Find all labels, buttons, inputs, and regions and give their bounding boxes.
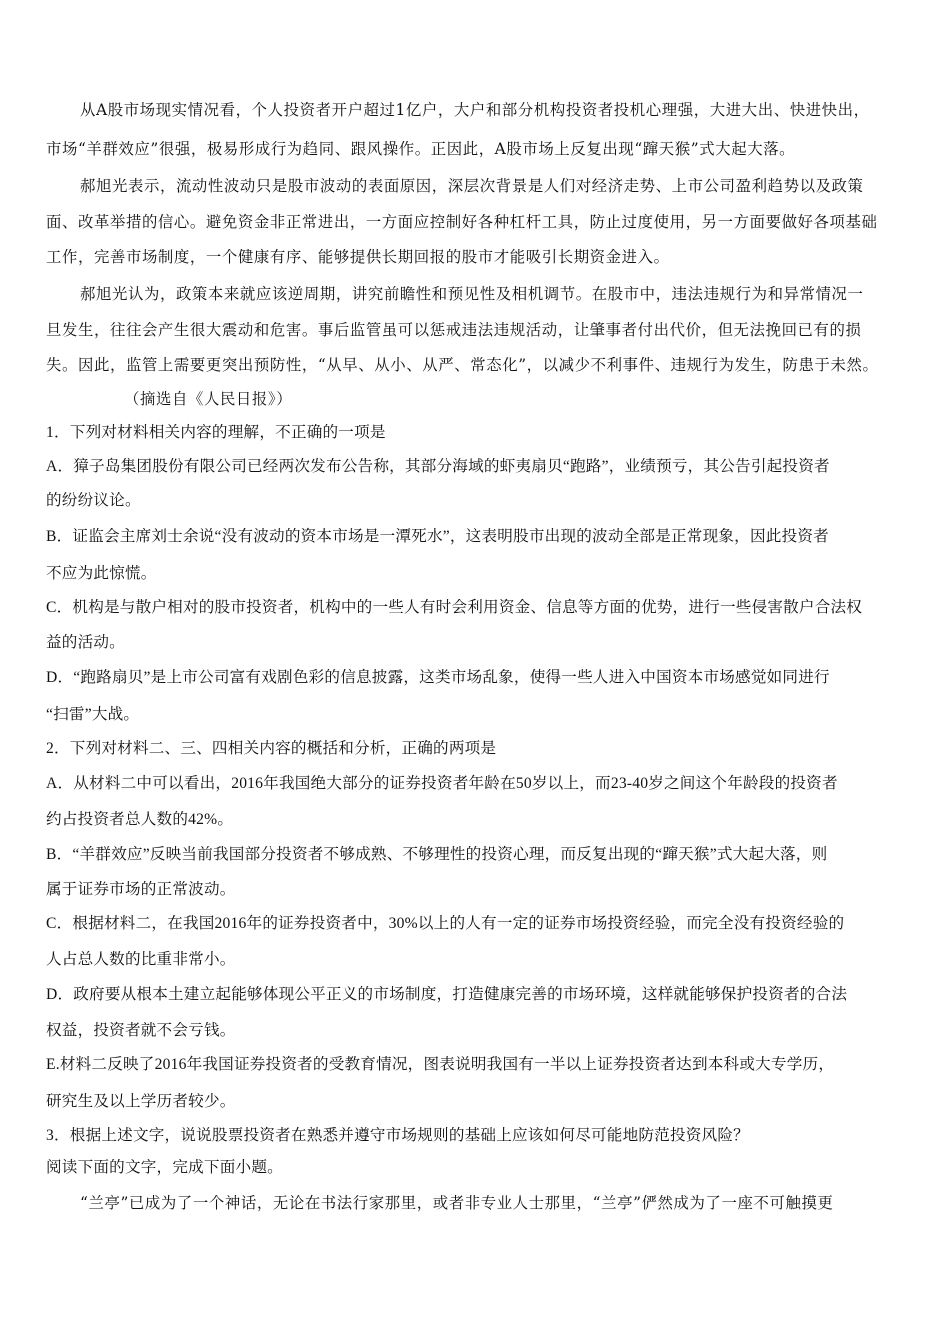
passage-p3-line3: 失。因此，监管上需要更突出预防性，“从早、从小、从严、常态化”，以减少不利事件、违规行为发生，防患于未然。 bbox=[46, 356, 879, 374]
question-2-option-a-line1: A．从材料二中可以看出，2016年我国绝大部分的证券投资者年龄在50岁以上，而23-40岁之间这个年龄段的投资者 bbox=[46, 775, 838, 792]
question-1-stem: 1．下列对材料相关内容的理解，不正确的一项是 bbox=[46, 424, 386, 441]
question-1-option-a-line1: A．獐子岛集团股份有限公司已经两次发布公告称，其部分海域的虾夷扇贝“跑路”，业绩预亏，其公告引起投资者 bbox=[46, 458, 830, 475]
question-1-option-c-line2: 益的活动。 bbox=[46, 634, 125, 651]
question-2-option-e-line2: 研究生及以上学历者较少。 bbox=[46, 1093, 236, 1110]
question-2-option-b-line1: B．“羊群效应”反映当前我国部分投资者不够成熟、不够理性的投资心理，而反复出现的“蹿天猴”式大起大落，则 bbox=[46, 846, 828, 863]
passage-p2-line2: 面、改革举措的信心。避免资金非正常进出，一方面应控制好各种杠杆工具，防止过度使用，另一方面要做好各项基础 bbox=[46, 213, 878, 231]
question-1-option-a-line2: 的纷纷议论。 bbox=[46, 492, 141, 509]
question-1-option-b-line1: B．证监会主席刘士余说“没有波动的资本市场是一潭死水”，这表明股市出现的波动全部是正常现象，因此投资者 bbox=[46, 528, 829, 545]
passage-two-line1: “兰亭”已成为了一个神话，无论在书法行家那里，或者非专业人士那里，“兰亭”俨然成为了一座不可触摸更 bbox=[80, 1194, 834, 1212]
question-1-option-c-line1: C．机构是与散户相对的股市投资者，机构中的一些人有时会利用资金、信息等方面的优势，进行一些侵害散户合法权 bbox=[46, 599, 863, 616]
question-2-option-b-line2: 属于证券市场的正常波动。 bbox=[46, 881, 236, 898]
question-2-option-a-line2: 约占投资者总人数的42%。 bbox=[46, 811, 234, 828]
passage-p1-line1: 从A股市场现实情况看，个人投资者开户超过1亿户，大户和部分机构投资者投机心理强，大进大出、快进快出， bbox=[80, 101, 870, 119]
question-1-option-b-line2: 不应为此惊慌。 bbox=[46, 565, 157, 582]
question-2-option-c-line2: 人占总人数的比重非常小。 bbox=[46, 951, 236, 968]
question-2-option-e-line1: E.材料二反映了2016年我国证券投资者的受教育情况，图表说明我国有一半以上证券投资者达到本科或大专学历， bbox=[46, 1056, 835, 1073]
passage-p1-line2: 市场“羊群效应”很强，极易形成行为趋同、跟风操作。正因此，A股市场上反复出现“蹿天猴”式大起大落。 bbox=[46, 140, 796, 158]
question-2-stem: 2．下列对材料二、三、四相关内容的概括和分析，正确的两项是 bbox=[46, 740, 497, 757]
passage-p2-line3: 工作，完善市场制度，一个健康有序、能够提供长期回报的股市才能吸引长期资金进入。 bbox=[46, 248, 670, 266]
passage-p3-line1: 郝旭光认为，政策本来就应该逆周期，讲究前瞻性和预见性及相机调节。在股市中，违法违规行为和异常情况一 bbox=[80, 285, 864, 303]
question-1-option-d-line1: D．“跑路扇贝”是上市公司富有戏剧色彩的信息披露，这类市场乱象，使得一些人进入中国资本市场感觉如同进行 bbox=[46, 669, 830, 686]
question-2-option-d-line2: 权益，投资者就不会亏钱。 bbox=[46, 1022, 236, 1039]
question-2-option-c-line1: C．根据材料二，在我国2016年的证券投资者中，30%以上的人有一定的证券市场投资经验，而完全没有投资经验的 bbox=[46, 915, 845, 932]
passage-p3-line2: 旦发生，往往会产生很大震动和危害。事后监管虽可以惩戒违法违规活动，让肇事者付出代价，但无法挽回已有的损 bbox=[46, 321, 862, 339]
question-1-option-d-line2: “扫雷”大战。 bbox=[46, 706, 140, 723]
passage-p2-line1: 郝旭光表示，流动性波动只是股市波动的表面原因，深层次背景是人们对经济走势、上市公司盈利趋势以及政策 bbox=[80, 177, 864, 195]
reading-instruction: 阅读下面的文字，完成下面小题。 bbox=[46, 1159, 283, 1176]
question-2-option-d-line1: D．政府要从根本土建立起能够体现公平正义的市场制度，打造健康完善的市场环境，这样就能够保护投资者的合法 bbox=[46, 986, 848, 1003]
question-3-stem: 3．根据上述文字，说说股票投资者在熟悉并遵守市场规则的基础上应该如何尽可能地防范投资风险？ bbox=[46, 1127, 749, 1144]
passage-source: （摘选自《人民日报》） bbox=[124, 390, 293, 408]
